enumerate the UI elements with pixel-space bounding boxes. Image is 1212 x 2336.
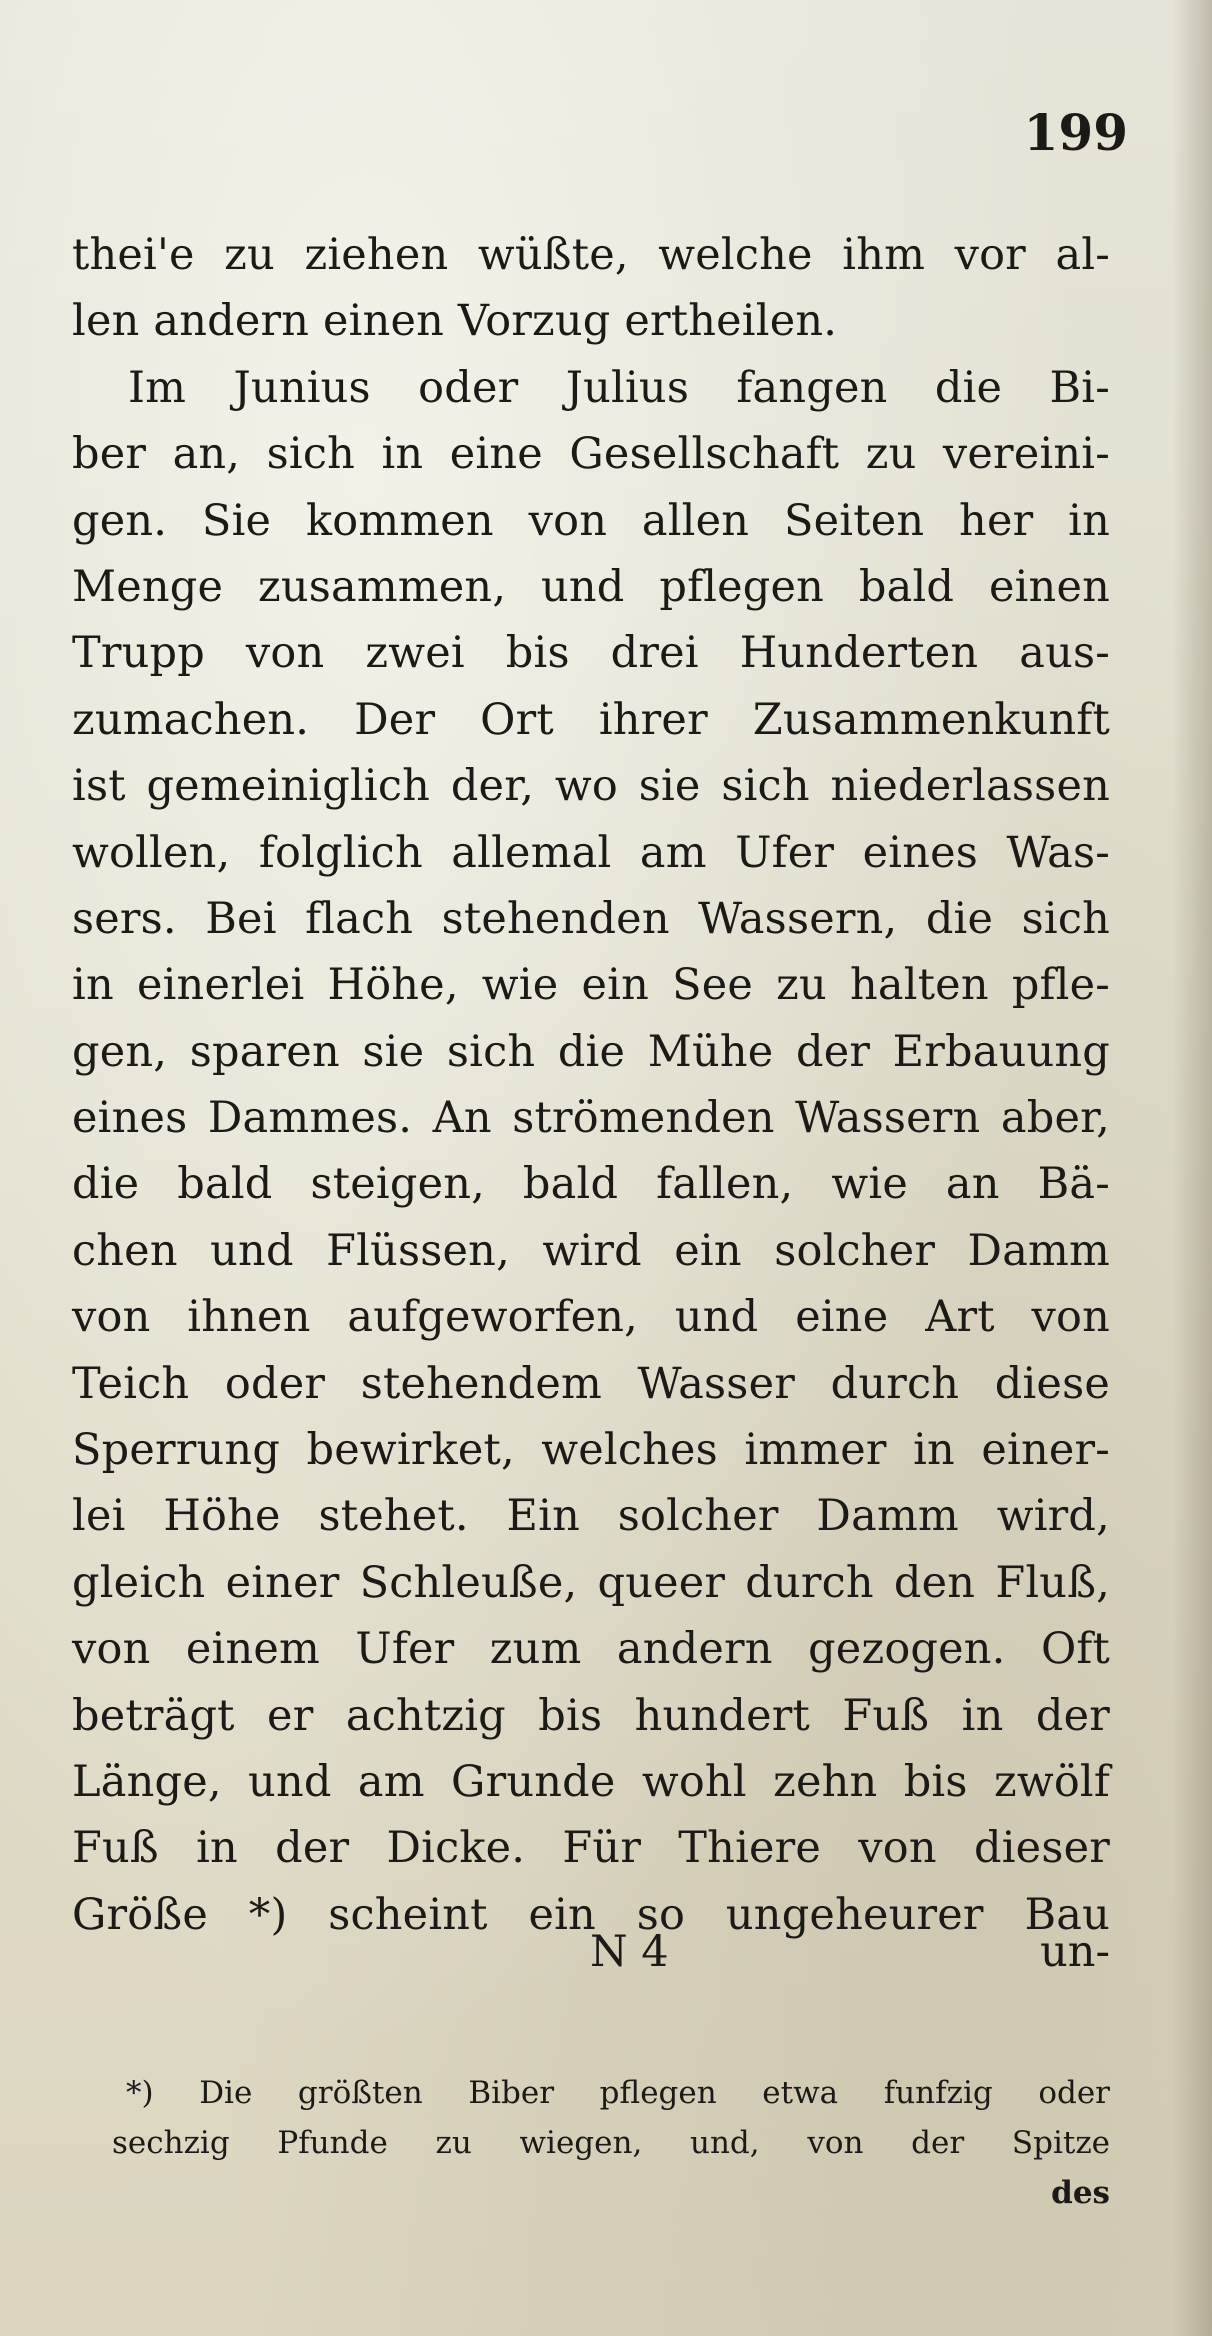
text-line: zumachen. Der Ort ihrer Zusammenkunft [72, 694, 1110, 745]
text-line: Im Junius oder Julius fangen die Bi- [128, 362, 1110, 413]
main-text-block [72, 222, 1110, 1948]
footnote-line: sechzig Pfunde zu wiegen, und, von der Spitze [112, 2125, 1110, 2161]
text-line: ist gemeiniglich der, wo sie sich niederlassen [72, 761, 1110, 812]
text-line: ber an, sich in eine Gesellschaft zu vereini- [72, 429, 1110, 480]
text-line: Länge, und am Grunde wohl zehn bis zwölf [72, 1756, 1110, 1807]
footnote [112, 2068, 1110, 2168]
text-line: lei Höhe stehet. Ein solcher Damm wird, [72, 1491, 1110, 1542]
signature-row [72, 1920, 1110, 1984]
text-line: thei'e zu ziehen wüßte, welche ihm vor al- [72, 230, 1110, 280]
text-line: gen. Sie kommen von allen Seiten her in [72, 495, 1110, 546]
text-line: Teich oder stehendem Wasser durch diese [72, 1358, 1110, 1409]
text-line: chen und Flüssen, wird ein solcher Damm [72, 1225, 1110, 1276]
text-line: von ihnen aufgeworfen, und eine Art von [72, 1292, 1110, 1343]
text-line: eines Dammes. An strömenden Wassern aber, [72, 1093, 1110, 1144]
text-line: sers. Bei flach stehenden Wassern, die sich [72, 893, 1110, 944]
text-line: in einerlei Höhe, wie ein See zu halten pfle- [72, 960, 1110, 1011]
text-line: von einem Ufer zum andern gezogen. Oft [72, 1624, 1110, 1675]
text-line: wollen, folglich allemal am Ufer eines Was- [72, 827, 1110, 878]
text-line: gleich einer Schleuße, queer durch den Fluß, [72, 1557, 1110, 1608]
catchword: un- [1040, 1927, 1110, 1977]
footnote-line: *) Die größten Biber pflegen etwa funfzig oder [126, 2075, 1110, 2111]
text-line: Menge zusammen, und pflegen bald einen [72, 561, 1110, 612]
footnote-catchword: des [1051, 2175, 1110, 2211]
text-line: Fuß in der Dicke. Für Thiere von dieser [72, 1823, 1110, 1874]
text-line: len andern einen Vorzug ertheilen. [72, 296, 838, 347]
page-number: 199 [1023, 103, 1128, 162]
text-line: beträgt er achtzig bis hundert Fuß in der [72, 1690, 1110, 1741]
signature-mark: N 4 [590, 1927, 669, 1977]
text-line: die bald steigen, bald fallen, wie an Bä- [72, 1159, 1110, 1210]
text-line: Größe *) scheint ein so ungeheurer Bau [72, 1889, 1110, 1940]
text-line: Trupp von zwei bis drei Hunderten aus- [72, 628, 1110, 679]
page-edge-shadow [1172, 0, 1212, 2336]
text-line: gen, sparen sie sich die Mühe der Erbauung [72, 1026, 1110, 1077]
text-line: Sperrung bewirket, welches immer in einer- [72, 1425, 1110, 1476]
